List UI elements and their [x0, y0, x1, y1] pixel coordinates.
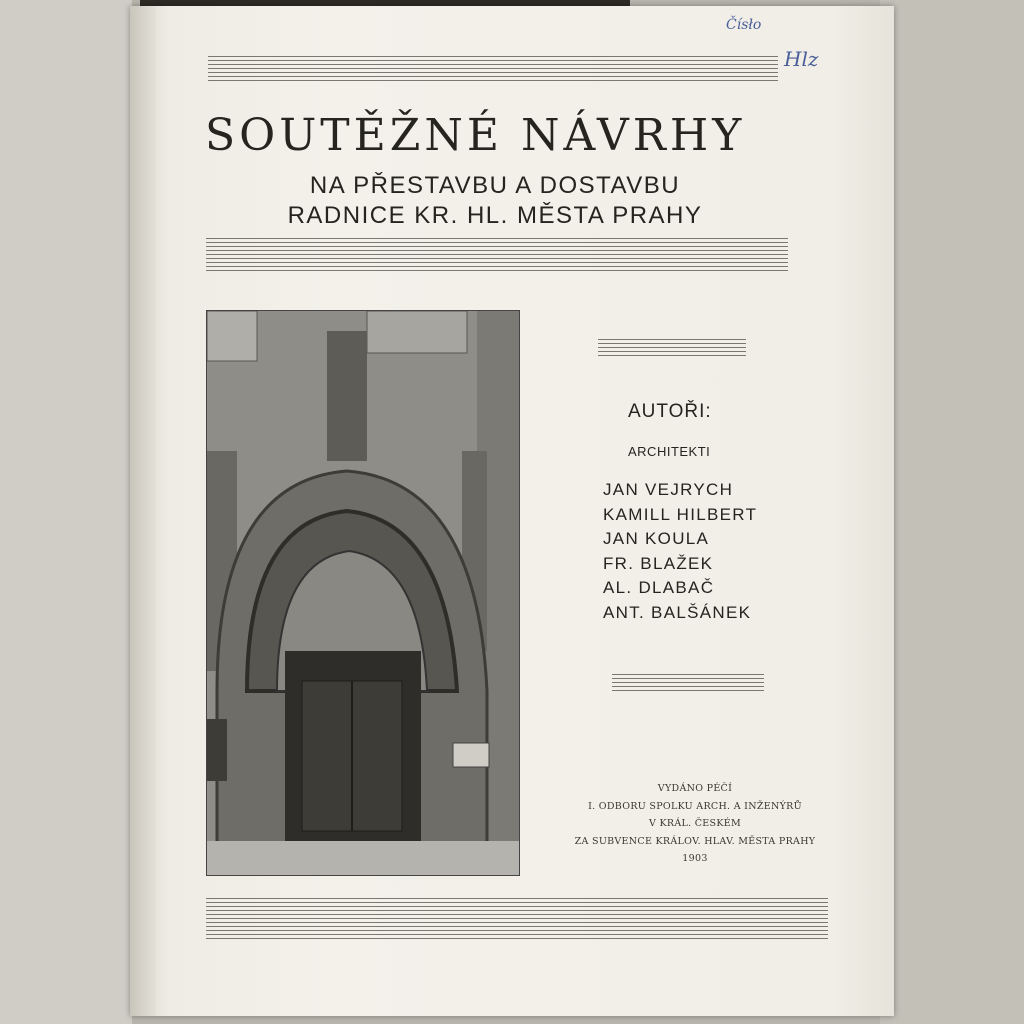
- publication-line: VYDÁNO PÉČÍ: [657, 783, 733, 794]
- publication-line: I. ODBORU SPOLKU ARCH. A INŽENÝRŮ: [588, 800, 802, 812]
- rule-top: [208, 56, 778, 84]
- page-gutter: [130, 6, 156, 1016]
- authors-list: [603, 478, 757, 625]
- page-title: SOUTĚŽNÉ NÁVRHY: [205, 110, 746, 161]
- publication-line: ZA SUBVENCE KRÁLOV. HLAV. MĚSTA PRAHY: [574, 835, 816, 847]
- rule-under-title: [206, 238, 788, 274]
- architects-label: ARCHITEKTI: [628, 444, 711, 459]
- publication-year: 1903: [682, 853, 708, 864]
- subtitle-line-2: RADNICE KR. HL. MĚSTA PRAHY: [287, 202, 703, 229]
- author-name: JAN KOULA: [603, 529, 710, 548]
- author-name: KAMILL HILBERT: [603, 504, 758, 524]
- author-name: ANT. BALŠÁNEK: [603, 602, 752, 622]
- rule-authors-top: [598, 339, 746, 359]
- publication-line: V KRÁL. ČESKÉM: [648, 818, 741, 829]
- background-right: [880, 0, 1024, 1024]
- rule-bottom: [206, 898, 828, 942]
- author-name: AL. DLABAČ: [603, 578, 715, 597]
- subtitle-line-1: NA PŘESTAVBU A DOSTAVBU: [309, 172, 681, 199]
- publication-info: [560, 780, 830, 868]
- background-left: [0, 0, 132, 1024]
- gothic-portal-icon: [207, 311, 519, 875]
- portal-photograph: [206, 310, 520, 876]
- authors-label: AUTOŘI:: [628, 401, 712, 422]
- rule-authors-bottom: [612, 674, 764, 694]
- handwritten-note-top: Čísło: [726, 17, 762, 33]
- author-name: FR. BLAŽEK: [603, 553, 714, 573]
- handwritten-note-side: Hlz: [784, 47, 819, 71]
- author-name: JAN VEJRYCH: [603, 480, 734, 499]
